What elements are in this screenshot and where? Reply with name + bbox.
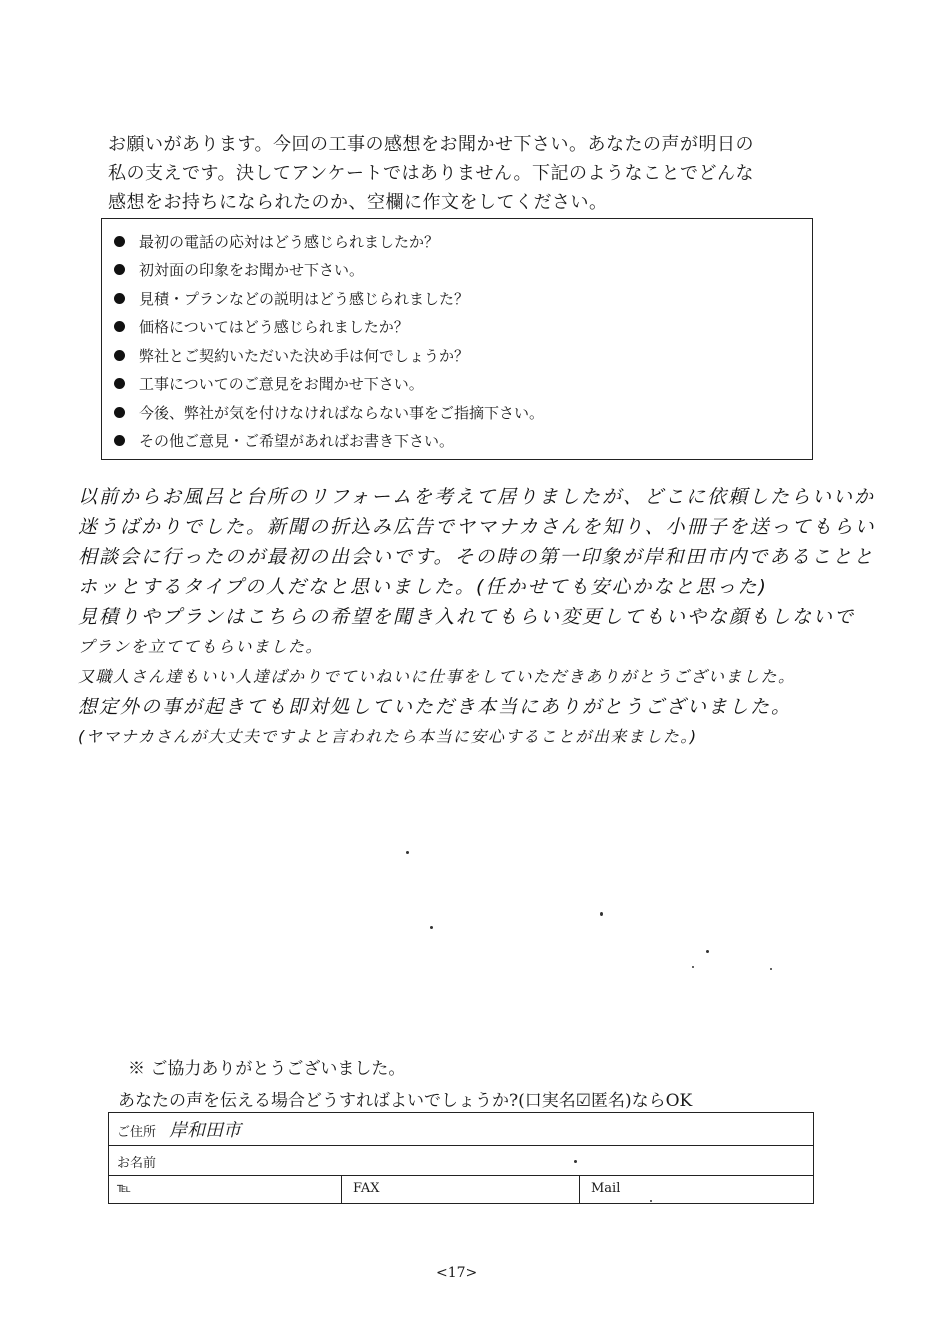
question-item: [114, 341, 812, 370]
bullet-icon: [114, 236, 125, 247]
answer-line: 見積りやプランはこちらの希望を聞き入れてもらい変更してもいやな顔もしないで: [78, 606, 856, 628]
mail-label: Mail: [591, 1181, 621, 1196]
question-text: 初対面の印象をお聞かせ下さい。: [139, 261, 365, 280]
address-value: 岸和田市: [169, 1120, 241, 1141]
bullet-icon: [114, 350, 125, 361]
answer-line: 以前からお風呂と台所のリフォームを考えて居りましたが、どこに依頼したらいいか: [78, 486, 876, 508]
contact-row: [109, 1175, 813, 1203]
name-row: [109, 1145, 813, 1176]
bullet-icon: [114, 407, 125, 418]
tel-label: ℡: [117, 1181, 131, 1196]
bullet-icon: [114, 435, 125, 446]
question-item: [114, 370, 812, 399]
question-text: 価格についてはどう感じられましたか？: [139, 318, 409, 337]
bullet-icon: [114, 321, 125, 332]
publish-consent: あなたの声を伝える場合どうすればよいでしょうか?(口実名☑匿名)ならOK: [118, 1091, 693, 1111]
question-text: 工事についてのご意見をお聞かせ下さい。: [139, 375, 424, 394]
question-item: [114, 313, 812, 342]
question-item: [114, 227, 812, 256]
intro-line: お願いがあります。今回の工事の感想をお聞かせ下さい。あなたの声が明日の: [108, 134, 755, 155]
question-item: [114, 284, 812, 313]
scan-speck: [574, 1160, 577, 1163]
scan-speck: [650, 1200, 652, 1202]
bullet-icon: [114, 264, 125, 275]
question-box: [101, 218, 813, 460]
scan-speck: [706, 950, 709, 953]
scan-speck: [600, 912, 603, 916]
question-item: [114, 427, 812, 456]
question-text: 今後、弊社が気を付けなければならない事をご指摘下さい。: [139, 403, 545, 422]
name-label: お名前: [117, 1156, 157, 1171]
divider: [579, 1175, 580, 1203]
page-number: <17>: [436, 1265, 478, 1281]
question-text: 最初の電話の応対はどう感じられましたか？: [139, 232, 440, 251]
bullet-icon: [114, 293, 125, 304]
address-label: ご住所: [117, 1125, 157, 1140]
answer-line: プランを立ててもらいました。: [78, 637, 324, 656]
answer-line: 相談会に行ったのが最初の出会いです。その時の第一印象が岸和田市内であることと: [78, 546, 875, 568]
bullet-icon: [114, 378, 125, 389]
intro-line: 私の支えです。決してアンケートではありません。下記のようなことでどんな: [108, 163, 755, 184]
answer-line: 迷うばかりでした。新聞の折込み広告でヤマナカさんを知り、小冊子を送ってもらい: [78, 516, 876, 538]
handwritten-answer: [78, 482, 928, 752]
intro-text: [108, 130, 828, 217]
question-item: [114, 256, 812, 285]
scan-speck: [770, 968, 772, 970]
scan-speck: [692, 966, 694, 968]
question-item: [114, 398, 812, 427]
answer-line: 又職人さん達もいい人達ばかりでていねいに仕事をしていただきありがとうございました。: [78, 667, 796, 686]
question-text: 弊社とご契約いただいた決め手は何でしょうか？: [139, 346, 470, 365]
answer-line: ホッとするタイプの人だなと思いました。(任かせても安心かなと思った): [78, 576, 768, 598]
divider: [341, 1175, 342, 1203]
scan-speck: [406, 851, 409, 854]
question-text: その他ご意見・ご希望があればお書き下さい。: [139, 432, 455, 451]
contact-table: [108, 1112, 814, 1204]
thanks-note: ※ ご協力ありがとうございました。: [128, 1059, 406, 1079]
address-row: [109, 1113, 813, 1146]
fax-label: FAX: [353, 1181, 380, 1196]
scan-speck: [430, 926, 433, 929]
intro-line: 感想をお持ちになられたのか、空欄に作文をしてください。: [108, 192, 608, 213]
answer-line: (ヤマナカさんが大丈夫ですよと言われたら本当に安心することが出来ました。): [78, 727, 698, 746]
answer-line: 想定外の事が起きても即対処していただき本当にありがとうございました。: [78, 696, 793, 718]
question-text: 見積・プランなどの説明はどう感じられました？: [139, 289, 470, 308]
